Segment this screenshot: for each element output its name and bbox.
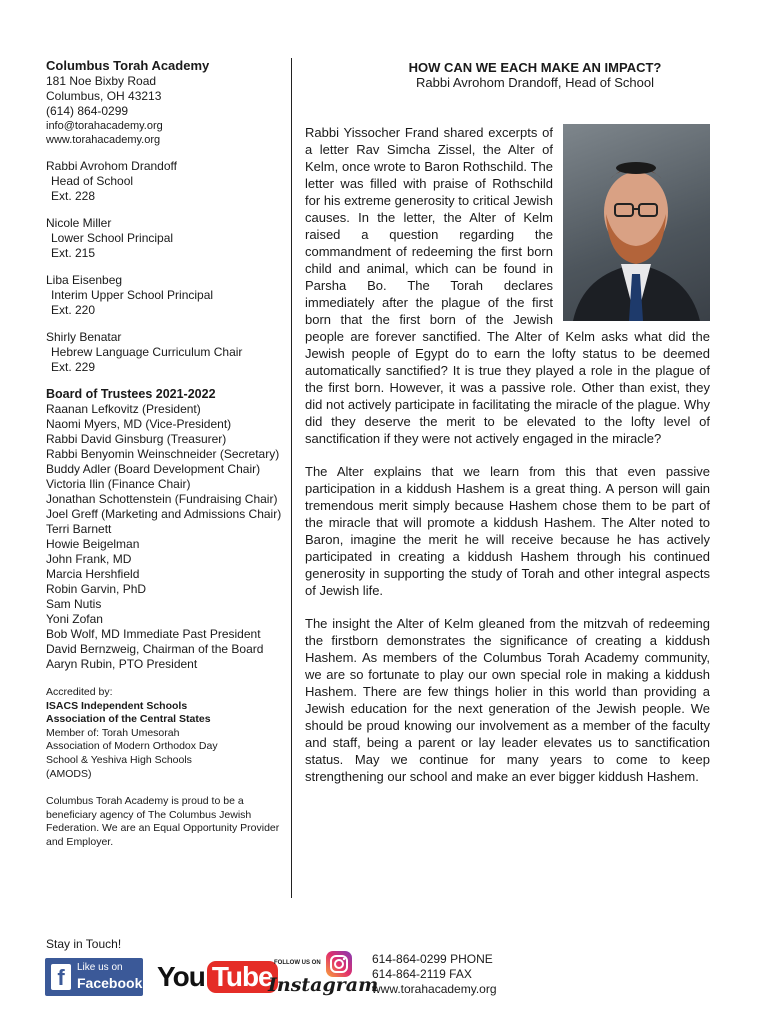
author-photo bbox=[563, 124, 710, 321]
board-member: Terri Barnett bbox=[46, 522, 112, 536]
staff-name: Rabbi Avrohom Drandoff bbox=[46, 159, 177, 173]
facebook-line-2: Facebook! bbox=[77, 975, 148, 991]
board-member: Howie Beigelman bbox=[46, 537, 140, 551]
column-divider bbox=[291, 58, 292, 898]
staff-ext: Ext. 220 bbox=[51, 303, 96, 317]
youtube-logo[interactable] bbox=[157, 955, 278, 999]
amods-line-3: (AMODS) bbox=[46, 767, 92, 780]
article-body bbox=[305, 124, 710, 801]
board-member: Sam Nutis bbox=[46, 597, 102, 611]
article-paragraph: The Alter explains that we learn from this that even passive participation in a kiddush Hashem is a great thing. A person will gain tremendous merit simply because Hashem chose them to be part of the miracle that will promote a kiddush Hashem. The Alter noted to Baron, imagine the merit he will receive because he has actively participated in creating a kiddush Hashem through his continued generosity in supporting the study of Torah and other integral aspects of Jewish life. bbox=[305, 464, 710, 598]
staff-entry bbox=[46, 159, 286, 204]
portrait-illustration bbox=[563, 124, 710, 321]
amods-line-1: Association of Modern Orthodox Day bbox=[46, 740, 218, 753]
facebook-button[interactable] bbox=[45, 958, 148, 996]
accredited-org-1: ISACS Independent Schools bbox=[46, 699, 188, 712]
article-paragraph: Rabbi Yissocher Frand shared excerpts of a letter Rav Simcha Zissel, the Alter of Kelm, once wrote to Baron Rothschild. The letter was filled with praise of Rothschild for his extreme generosity to critical Jewish causes. In the letter, the Alter of Kelm raised a question regarding the commandment of redeeming the first born child and animal, which can be found in Parsha Bo. The Torah declares immediately after the plague of the first born that the first born of the Jewish people are forever sanctified. The Alter of Kelm asks what did the Jewish people of Egypt do to earn the lofty status to be deemed automatically sanctified? It is true they played a role in the plague of the first born. However, it was a passive role. Other than exist, they did not actively participate in facilitating the miracle of the plague. Why did they deserve the merit to be elevated to the lofty level of sanctification if they were not actively engaged in the miracle? bbox=[305, 125, 710, 446]
youtube-you: You bbox=[157, 961, 205, 992]
instagram-follow-text: FOLLOW US ON bbox=[274, 960, 321, 966]
facebook-icon: f bbox=[51, 964, 71, 990]
board-member: Bob Wolf, MD Immediate Past President bbox=[46, 627, 261, 641]
footer-website[interactable]: www.torahacademy.org bbox=[372, 982, 497, 996]
accredited-org-2: Association of the Central States bbox=[46, 713, 211, 726]
board-member: Robin Garvin, PhD bbox=[46, 582, 147, 596]
board-member: Rabbi Benyomin Weinschneider (Secretary) bbox=[46, 447, 280, 461]
org-name: Columbus Torah Academy bbox=[46, 58, 210, 73]
staff-entry bbox=[46, 273, 286, 318]
staff-ext: Ext. 228 bbox=[51, 189, 96, 203]
footer-contact bbox=[372, 952, 497, 997]
board-member: Buddy Adler (Board Development Chair) bbox=[46, 462, 261, 476]
staff-entry bbox=[46, 330, 286, 375]
board-member: Victoria Ilin (Finance Chair) bbox=[46, 477, 191, 491]
staff-ext: Ext. 215 bbox=[51, 246, 96, 260]
accreditation bbox=[46, 686, 286, 781]
staff-title: Hebrew Language Curriculum Chair bbox=[51, 345, 243, 359]
board-member: Aaryn Rubin, PTO President bbox=[46, 657, 198, 671]
member-of: Member of: Torah Umesorah bbox=[46, 726, 180, 739]
staff-name: Shirly Benatar bbox=[46, 330, 122, 344]
board-member: Naomi Myers, MD (Vice-President) bbox=[46, 417, 232, 431]
staff-ext: Ext. 229 bbox=[51, 360, 96, 374]
article-paragraph: The insight the Alter of Kelm gleaned from the mitzvah of redeeming the firstborn demonstrates the significance of creating a kiddush Hashem. As members of the Columbus Torah Academy community, we are so fortunate to play our own special role in making a kiddush Hashem. There are few things holier in this world than providing a Jewish education for the next generation of the Jewish people. We should be proud knowing our involvement as a member of the faculty and staff, being a parent or lay leader elevates us to sanctification status. May we continue for many years to come to keep strengthening our school and make an ever bigger kiddush Hashem. bbox=[305, 616, 710, 784]
sidebar-contact-info bbox=[46, 58, 286, 850]
youtube-tube: Tube bbox=[207, 961, 278, 993]
website: www.torahacademy.org bbox=[46, 134, 161, 146]
address-line-2: Columbus, OH 43213 bbox=[46, 89, 162, 103]
staff-name: Liba Eisenbeg bbox=[46, 273, 123, 287]
stay-in-touch: Stay in Touch! bbox=[46, 937, 122, 951]
board-member: John Frank, MD bbox=[46, 552, 132, 566]
board-member: Raanan Lefkovitz (President) bbox=[46, 402, 201, 416]
board-member: Joel Greff (Marketing and Admissions Chair) bbox=[46, 507, 282, 521]
board-member: Marcia Hershfield bbox=[46, 567, 140, 581]
email: info@torahacademy.org bbox=[46, 120, 163, 132]
staff-entry bbox=[46, 216, 286, 261]
article-byline: Rabbi Avrohom Drandoff, Head of School bbox=[416, 75, 654, 90]
staff-name: Nicole Miller bbox=[46, 216, 112, 230]
footer-fax: 614-864-2119 FAX bbox=[372, 967, 472, 981]
board-title: Board of Trustees 2021-2022 bbox=[46, 387, 216, 401]
staff-title: Interim Upper School Principal bbox=[51, 288, 214, 302]
staff-title: Head of School bbox=[51, 174, 134, 188]
instagram-wordmark: Instagram bbox=[268, 974, 379, 996]
address-line-1: 181 Noe Bixby Road bbox=[46, 74, 157, 88]
instagram-logo[interactable] bbox=[268, 948, 379, 998]
federation-note: Columbus Torah Academy is proud to be a beneficiary agency of The Columbus Jewish Federation. We are an Equal Opportunity Provider and Employer. bbox=[46, 795, 280, 848]
accredited-label: Accredited by: bbox=[46, 686, 113, 698]
board-list bbox=[46, 402, 286, 672]
phone: (614) 864-0299 bbox=[46, 104, 129, 118]
amods-line-2: School & Yeshiva High Schools bbox=[46, 753, 192, 766]
article-header bbox=[305, 60, 710, 91]
footer-phone: 614-864-0299 PHONE bbox=[372, 952, 493, 966]
board-member: David Bernzweig, Chairman of the Board bbox=[46, 642, 264, 656]
board-member: Rabbi David Ginsburg (Treasurer) bbox=[46, 432, 227, 446]
facebook-line-1: Like us on bbox=[77, 962, 123, 973]
board-member: Yoni Zofan bbox=[46, 612, 103, 626]
board-member: Jonathan Schottenstein (Fundraising Chair) bbox=[46, 492, 278, 506]
article-headline: HOW CAN WE EACH MAKE AN IMPACT? bbox=[408, 60, 662, 75]
staff-title: Lower School Principal bbox=[51, 231, 174, 245]
